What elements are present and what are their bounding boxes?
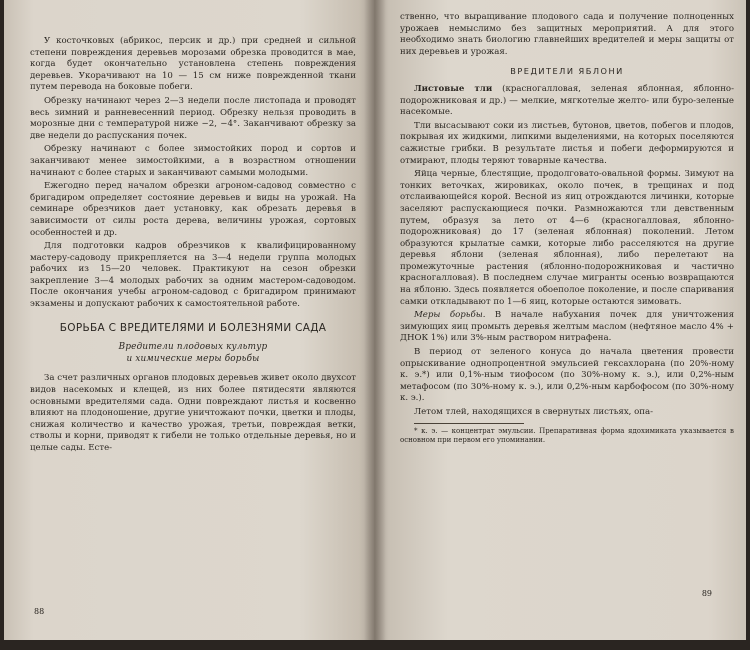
paragraph-agronomist-briefing: Ежегодно перед началом обрезки агроном-садовод совместно с бригадиром определяет состояние деревьев и виды на урожай. На семинаре обрезчиков дает установку, как обрезать деревья в зависимости от силы роста дерева, величины урожая, сортовых особенностей и др.: [30, 181, 356, 238]
open-book: [4, 0, 746, 650]
paragraph-summer-aphids: Летом тлей, находящихся в свернутых листьях, опа-: [414, 407, 654, 417]
paragraph-leaf-aphids: [400, 84, 734, 119]
paragraph-pruning-order: Обрезку начинают с более зимостойких пород и сортов и заканчивают менее зимостойкими, а в возрастном отношении начинают с более старых и заканчивают самыми молодыми.: [30, 144, 356, 178]
page-number-right: 89: [701, 589, 712, 598]
paragraph-pruning-timing: Обрезку начинают через 2—3 недели после листопада и проводят весь зимний и ранневесенний период. Обрезку нельзя проводить в морозные дни с температурой ниже −2, −4°. Заканчивают обрезку за две недели до распускания почек.: [30, 95, 356, 141]
subhead-pests-and-chemicals: [30, 342, 356, 365]
paragraph-aphid-lifecycle: Яйца черные, блестящие, продолговато-овальной формы. Зимуют на тонких веточках, жировиках, около почек, в трещинах и под отслаивающейся корой. Весной из яиц отрождаются личинки, которые заселяют распускающиеся почки. Размножаются тли девственным путем, образуя за лето от 4—6 (красногалловая, яблонно-подорожниковая) до 17 (зеленая яблонная) поколений. Летом образуются крылатые самки, которые либо расселяются на другие деревья яблони (зеленая яблонная), либо перелетают на промежуточные растения (яблонно-подорожниковая и частично красногалловая). В последнем случае мигранты осенью возвращаются на яблоню. Здесь появляется обоеполое поколение, и после спаривания самки откладывают по 1—6 яиц, которые остаются зимовать.: [400, 169, 734, 307]
paragraph-spraying: В период от зеленого конуса до начала цветения провести опрыскивание однопроцентной эмульсией гексахлорана (по 20%-ному к. э.*) или 0,1%-ным тиофосом (по 30%-ному к. э.), или 0,2%-ным метафосом (по 30%-ному к. э.), или 0,2%-ным карбофосом (по 30%-ному к. э.).: [400, 347, 734, 404]
footnote-emulsion-concentrate: * к. э. — концентрат эмульсии. Препаративная форма ядохимиката указывается в основном при первом его упоминании.: [400, 426, 734, 444]
paragraph-control-measures: [400, 310, 734, 345]
right-page: [374, 0, 746, 640]
paragraph-stone-fruit-pruning: У косточковых (абрикос, персик и др.) при средней и сильной степени повреждения деревьев морозами обрезка проводится в мае, когда будет окончательно установлена степень повреждения деревьев. Укорачивают на 10 — 15 см ниже поврежденной ткани путем перевода на боковые побеги.: [30, 36, 356, 93]
leaf-aphids-description: (красногалловая, зеленая яблонная, яблонно-подорожниковая и др.) — мелкие, мягкотелые желто- или буро-зеленые насекомые.: [400, 83, 734, 118]
subhead-line-2: и химические меры борьбы: [126, 353, 260, 364]
paragraph-pest-overview: За счет различных органов плодовых деревьев живет около двухсот видов насекомых и клещей, из них более пятидесяти являются основными вредителями сада. Одни повреждают листья и косвенно влияют на плодоношение, другие уничтожают почки, цветки и плоды, снижая количество и качество урожая, третьи, повреждая ветки, стволы и корни, приводят к гибели не только отдельные деревья, но и целые сады. Есте-: [30, 373, 356, 453]
section-title-pest-control: БОРЬБА С ВРЕДИТЕЛЯМИ И БОЛЕЗНЯМИ САДА: [59, 321, 327, 334]
page-number-left: 88: [34, 607, 45, 616]
term-leaf-aphids: Листовые тли: [414, 83, 493, 94]
paragraph-training-pruners: Для подготовки кадров обрезчиков к квалифицированному мастеру-садоводу прикрепляется на 3—4 недели группа молодых рабочих из 15—20 человек. Практикуют на сезон обрезки закрепление 3—4 молодых рабочих за одним мастером-садоводом. После окончания учебы агроном-садовод с бригадиром принимают экзамены и допускают рабочих к самостоятельной работе.: [30, 241, 356, 310]
subhead-line-1: Вредители плодовых культур: [118, 342, 268, 353]
paragraph-aphid-damage: Тли высасывают соки из листьев, бутонов, цветов, побегов и плодов, покрывая их жидкими, липкими выделениями, на которых поселяются сажистые грибки. В результате листья и побеги деформируются и отмирают, плоды теряют товарные качества.: [400, 120, 734, 166]
paragraph-protection-intro: ственно, что выращивание плодового сада и получение полноценных урожаев немыслимо без защитных мероприятий. А для этого необходимо знать биологию главнейших вредителей и меры защиты от них деревьев и урожая.: [400, 12, 734, 57]
heading-apple-pests: ВРЕДИТЕЛИ ЯБЛОНИ: [510, 66, 624, 77]
left-page: [4, 0, 374, 640]
term-control-measures: Меры борьбы.: [414, 310, 486, 321]
footnote-divider: [414, 423, 524, 424]
control-measures-text: В начале набухания почек для уничтожения зимующих яиц промыть деревья желтым маслом (нефтяное масло 4% + ДНОК 1%) или 3%-ным раствором нитрафена.: [400, 310, 734, 344]
